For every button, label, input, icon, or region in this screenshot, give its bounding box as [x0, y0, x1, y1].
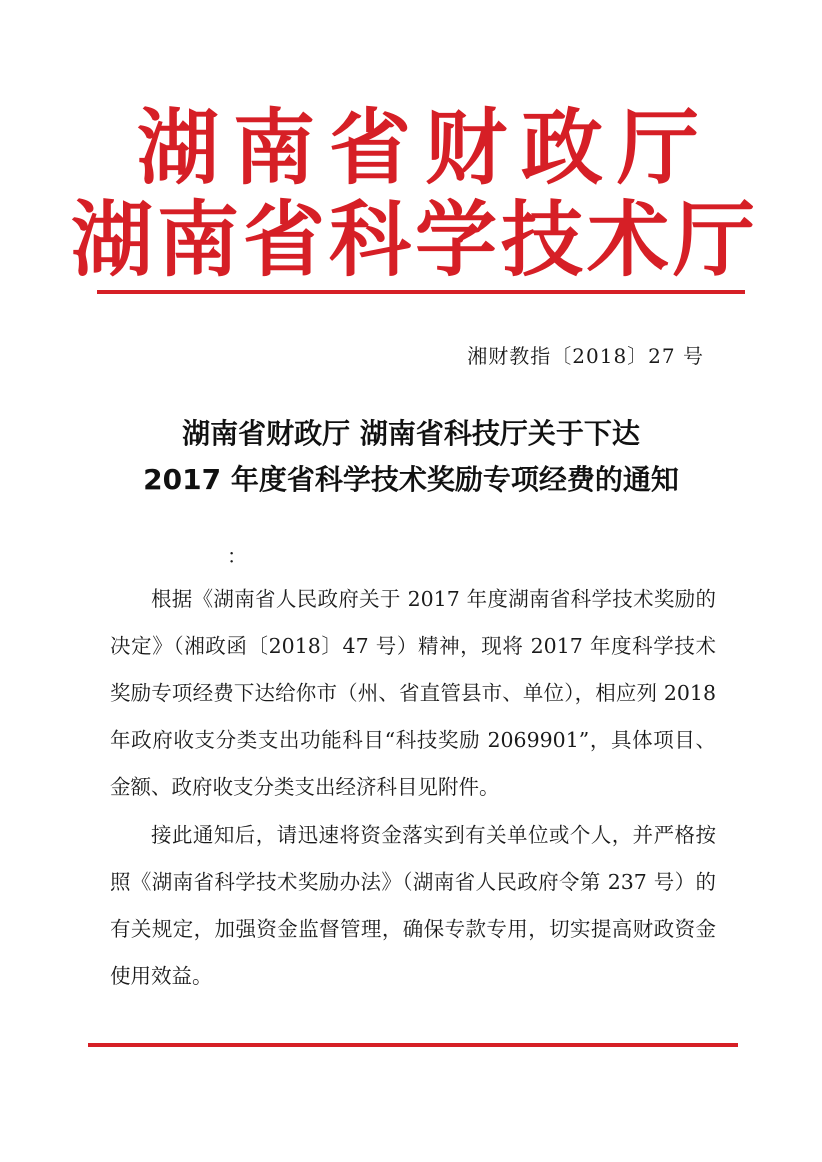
red-divider-top [97, 290, 745, 294]
document-title-line-2: 2017 年度省科学技术奖励专项经费的通知 [143, 463, 679, 496]
issuer-header-science: 湖南省科学技术厅 [70, 193, 759, 288]
salutation: ： [227, 544, 247, 568]
body-paragraph-1: 根据《湖南省人民政府关于 2017 年度湖南省科学技术奖励的决定》（湘政函〔2018〕47 号）精神，现将 2017 年度科学技术奖励专项经费下达给你市（州、省直管县市、单位），相应列 2018 年政府收支分类支出功能科目“科技奖励 2069901”，具体项目、金额、政府收支分类支出经济科目见附件。 [110, 587, 716, 799]
document-number: 湘财教指〔2018〕27 号 [467, 344, 704, 368]
body-paragraph-2: 接此通知后，请迅速将资金落实到有关单位或个人，并严格按照《湖南省科学技术奖励办法》（湖南省人民政府令第 237 号）的有关规定，加强资金监督管理，确保专款专用，切实提高财政资金使用效益。 [110, 823, 716, 988]
red-divider-bottom [88, 1043, 738, 1047]
document-title-line-1: 湖南省财政厅 湖南省科技厅关于下达 [182, 417, 640, 450]
issuer-header-finance: 湖南省财政厅 [136, 101, 713, 196]
